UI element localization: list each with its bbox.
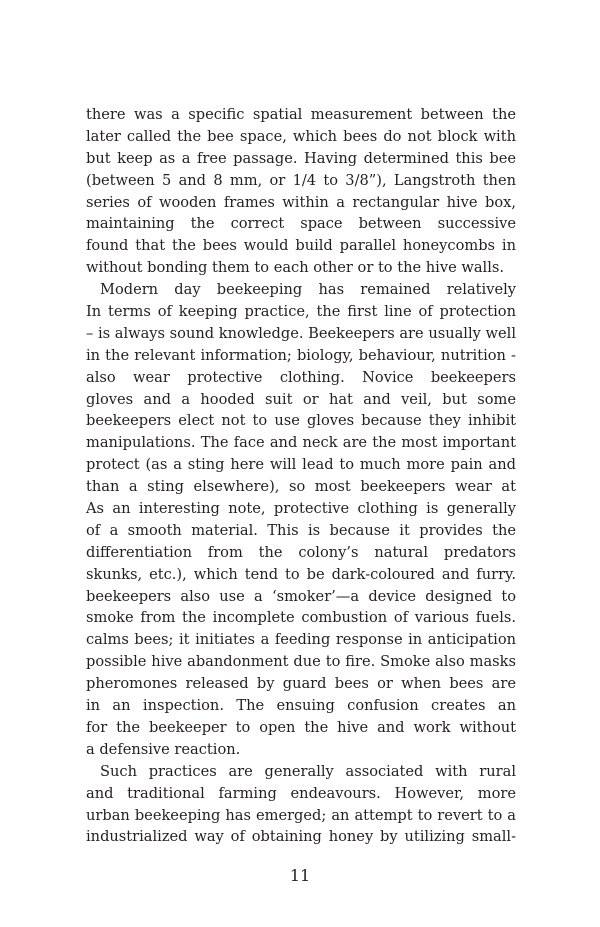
text-line: in an inspection. The ensuing confusion creates an — [86, 697, 516, 715]
text-line: – is always sound knowledge. Beekeepers are usually well — [86, 324, 516, 342]
text-line: found that the bees would build parallel honeycombs in — [86, 237, 516, 255]
text-line: in the relevant information; biology, behaviour, nutrition - — [86, 346, 516, 364]
text-line: skunks, etc.), which tend to be dark-coloured and furry. — [86, 565, 516, 583]
text-line: smoke from the incomplete combustion of various fuels. — [86, 609, 516, 627]
text-line: than a sting elsewhere), so most beekeepers wear at — [86, 478, 516, 496]
text-line: there was a specific spatial measurement between the — [86, 106, 516, 123]
text-line: maintaining the correct space between successive — [86, 215, 516, 233]
text-line: differentiation from the colony’s natural predators — [86, 543, 516, 561]
text-line: a defensive reaction. — [86, 740, 241, 758]
text-line: gloves and a hooded suit or hat and veil, but some — [86, 390, 516, 408]
text-line: possible hive abandonment due to fire. Smoke also masks — [86, 653, 516, 671]
text-line: urban beekeeping has emerged; an attempt to revert to a — [86, 806, 516, 824]
text-line: In terms of keeping practice, the first line of protection — [86, 303, 516, 321]
text-line: Modern day beekeeping has remained relatively — [100, 281, 516, 299]
page-number: 11 — [289, 866, 311, 885]
text-line: also wear protective clothing. Novice beekeepers — [86, 368, 516, 386]
text-line: for the beekeeper to open the hive and work without — [86, 718, 516, 736]
text-line: later called the bee space, which bees do not block with — [86, 127, 516, 145]
text-line: of a smooth material. This is because it provides the — [86, 521, 516, 539]
body-text — [86, 104, 516, 848]
text-line: pheromones released by guard bees or when bees are — [86, 675, 516, 693]
text-line: (between 5 and 8 mm, or 1/4 to 3/8”), Langstroth then — [86, 171, 516, 189]
text-line: without bonding them to each other or to the hive walls. — [86, 259, 505, 277]
text-line: beekeepers also use a ‘smoker’—a device designed to — [86, 587, 516, 605]
text-line: protect (as a sting here will lead to much more pain and — [86, 456, 516, 474]
text-line: beekeepers elect not to use gloves because they inhibit — [86, 412, 516, 430]
text-line: and traditional farming endeavours. However, more — [86, 784, 516, 802]
text-line: but keep as a free passage. Having determined this bee — [86, 149, 516, 167]
text-line: calms bees; it initiates a feeding response in anticipation — [86, 631, 516, 649]
text-line: Such practices are generally associated with rural — [100, 762, 516, 780]
text-line: As an interesting note, protective clothing is generally — [86, 500, 516, 518]
text-line: manipulations. The face and neck are the most important — [86, 434, 516, 452]
text-line: series of wooden frames within a rectangular hive box, — [86, 193, 516, 211]
text-line: industrialized way of obtaining honey by utilizing small- — [86, 828, 516, 846]
